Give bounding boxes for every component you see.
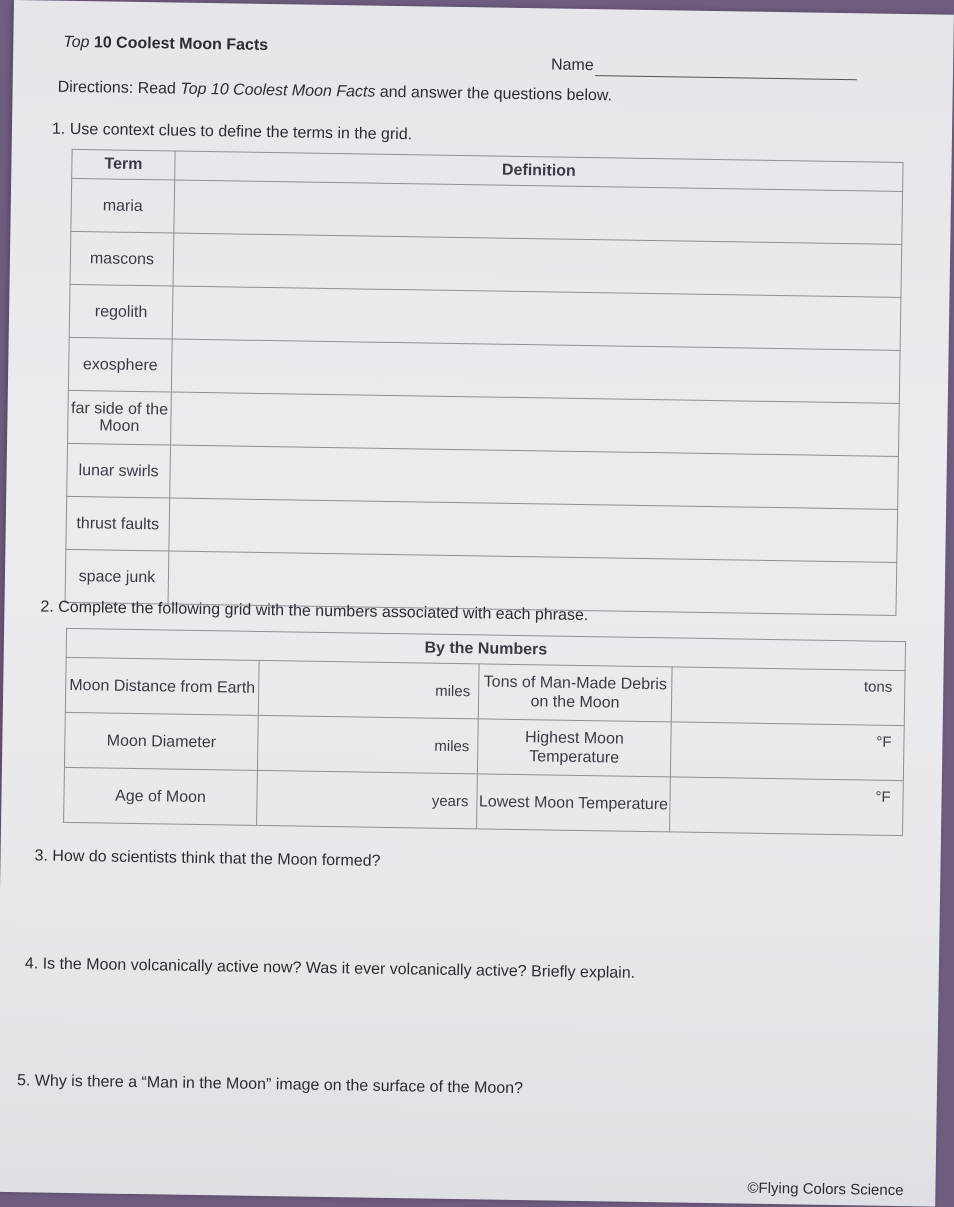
- numbers-grid: [63, 628, 906, 836]
- term-cell: lunar swirls: [67, 443, 171, 498]
- question-3: 3. How do scientists think that the Moon formed?: [34, 847, 381, 870]
- unit-label: years: [431, 792, 469, 810]
- worksheet-title: Top 10 Coolest Moon Facts: [63, 33, 269, 54]
- copyright-notice: ©Flying Colors Science: [747, 1179, 904, 1200]
- unit-label: °F: [876, 733, 892, 751]
- term-cell: mascons: [70, 231, 174, 286]
- unit-label: °F: [875, 788, 891, 806]
- term-cell: far side of the Moon: [68, 390, 172, 445]
- terms-grid: [65, 149, 904, 616]
- numbers-answer-cell[interactable]: [671, 667, 905, 726]
- numbers-label: Tons of Man-Made Debris on the Moon: [478, 664, 672, 722]
- numbers-label: Moon Diameter: [64, 712, 258, 770]
- question-4: 4. Is the Moon volcanically active now? Was it ever volcanically active? Briefly explain.: [24, 955, 636, 982]
- name-field-line[interactable]: [595, 75, 857, 80]
- name-label: Name: [550, 56, 594, 75]
- term-cell: thrust faults: [66, 496, 170, 551]
- term-cell: maria: [71, 178, 175, 233]
- question-1-prompt: 1. Use context clues to define the terms in the grid.: [51, 120, 413, 144]
- numbers-answer-cell[interactable]: [257, 715, 478, 773]
- question-2-prompt: 2. Complete the following grid with the numbers associated with each phrase.: [40, 598, 589, 625]
- numbers-answer-cell[interactable]: [258, 660, 479, 718]
- numbers-answer-cell[interactable]: [257, 770, 478, 828]
- numbers-label: Moon Distance from Earth: [65, 657, 259, 715]
- numbers-label: Age of Moon: [64, 767, 258, 825]
- question-5: 5. Why is there a “Man in the Moon” image on the surface of the Moon?: [16, 1072, 524, 1098]
- numbers-answer-cell[interactable]: [670, 777, 904, 836]
- numbers-label: Lowest Moon Temperature: [477, 774, 671, 832]
- term-cell: regolith: [69, 284, 173, 339]
- unit-label: miles: [434, 737, 470, 755]
- directions: Directions: Read Top 10 Coolest Moon Facts and answer the questions below.: [57, 78, 613, 105]
- unit-label: miles: [435, 682, 471, 700]
- definition-header: Definition: [175, 151, 903, 191]
- term-cell: space junk: [65, 549, 169, 604]
- numbers-answer-cell[interactable]: [670, 722, 904, 781]
- term-header: Term: [72, 149, 175, 180]
- numbers-grid-caption: By the Numbers: [66, 628, 905, 670]
- term-cell: exosphere: [68, 337, 172, 392]
- unit-label: tons: [863, 678, 893, 696]
- numbers-label: Highest Moon Temperature: [477, 719, 671, 777]
